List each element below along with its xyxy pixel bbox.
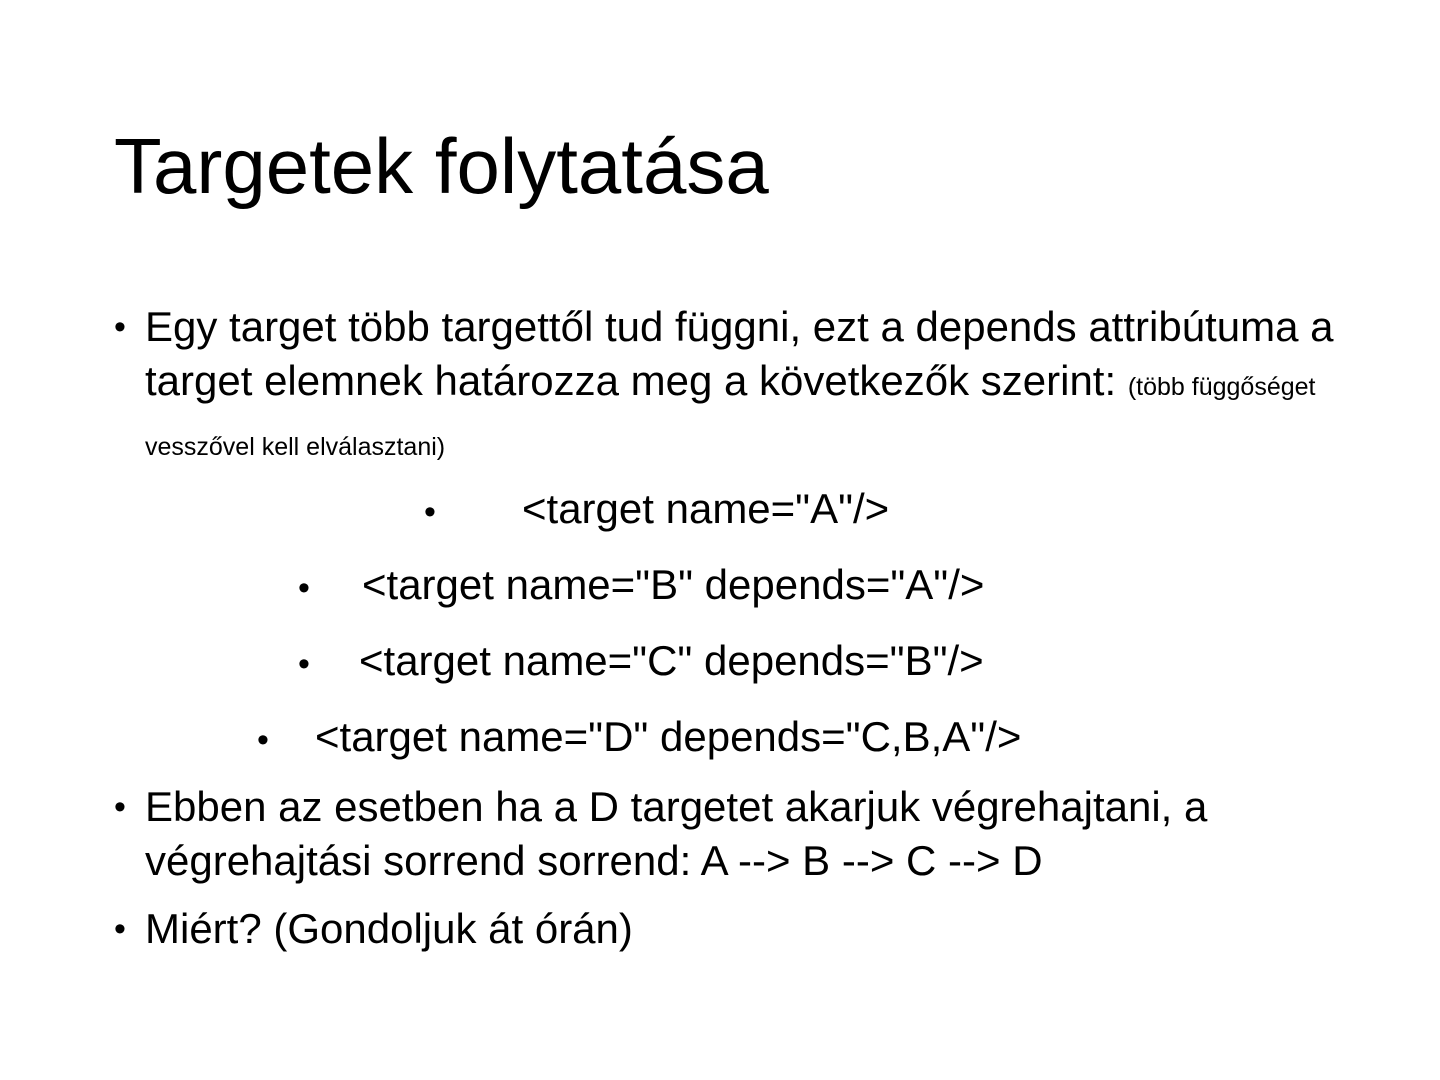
code-bullet-marker: • xyxy=(298,645,310,683)
code-bullet-marker: • xyxy=(424,493,436,531)
code-bullet-marker: • xyxy=(257,721,269,759)
bullet-main-text: Egy target több targettől tud függni, ezt a depends attribútuma a target elemnek határozza meg a következők szerint: xyxy=(145,303,1334,404)
code-text: <target name="A"/> xyxy=(522,485,890,532)
bullet-text xyxy=(145,300,1374,474)
bullet-note: (több függőséget vesszővel kell elválasztani) xyxy=(145,373,1316,461)
bullet-item-order xyxy=(114,780,1374,888)
bullet-item-question xyxy=(114,902,1374,956)
code-text: <target name="D" depends="C,B,A"/> xyxy=(315,713,1022,760)
code-line-target-b xyxy=(298,558,984,615)
slide-title: Targetek folytatása xyxy=(114,122,769,210)
code-text: <target name="B" depends="A"/> xyxy=(362,561,985,608)
code-line-target-a xyxy=(424,482,889,539)
bullet-marker: • xyxy=(114,788,126,826)
bullet-marker: • xyxy=(114,910,126,948)
code-bullet-marker: • xyxy=(298,569,310,607)
code-line-target-c xyxy=(298,634,984,691)
bullet-text: Ebben az esetben ha a D targetet akarjuk végrehajtani, a végrehajtási sorrend sorrend: A --> B --> C --> D xyxy=(145,783,1208,884)
bullet-item-depends xyxy=(114,300,1374,474)
bullet-marker: • xyxy=(114,308,126,346)
code-text: <target name="C" depends="B"/> xyxy=(359,637,984,684)
code-line-target-d xyxy=(257,710,1021,767)
bullet-text: Miért? (Gondoljuk át órán) xyxy=(145,905,633,952)
